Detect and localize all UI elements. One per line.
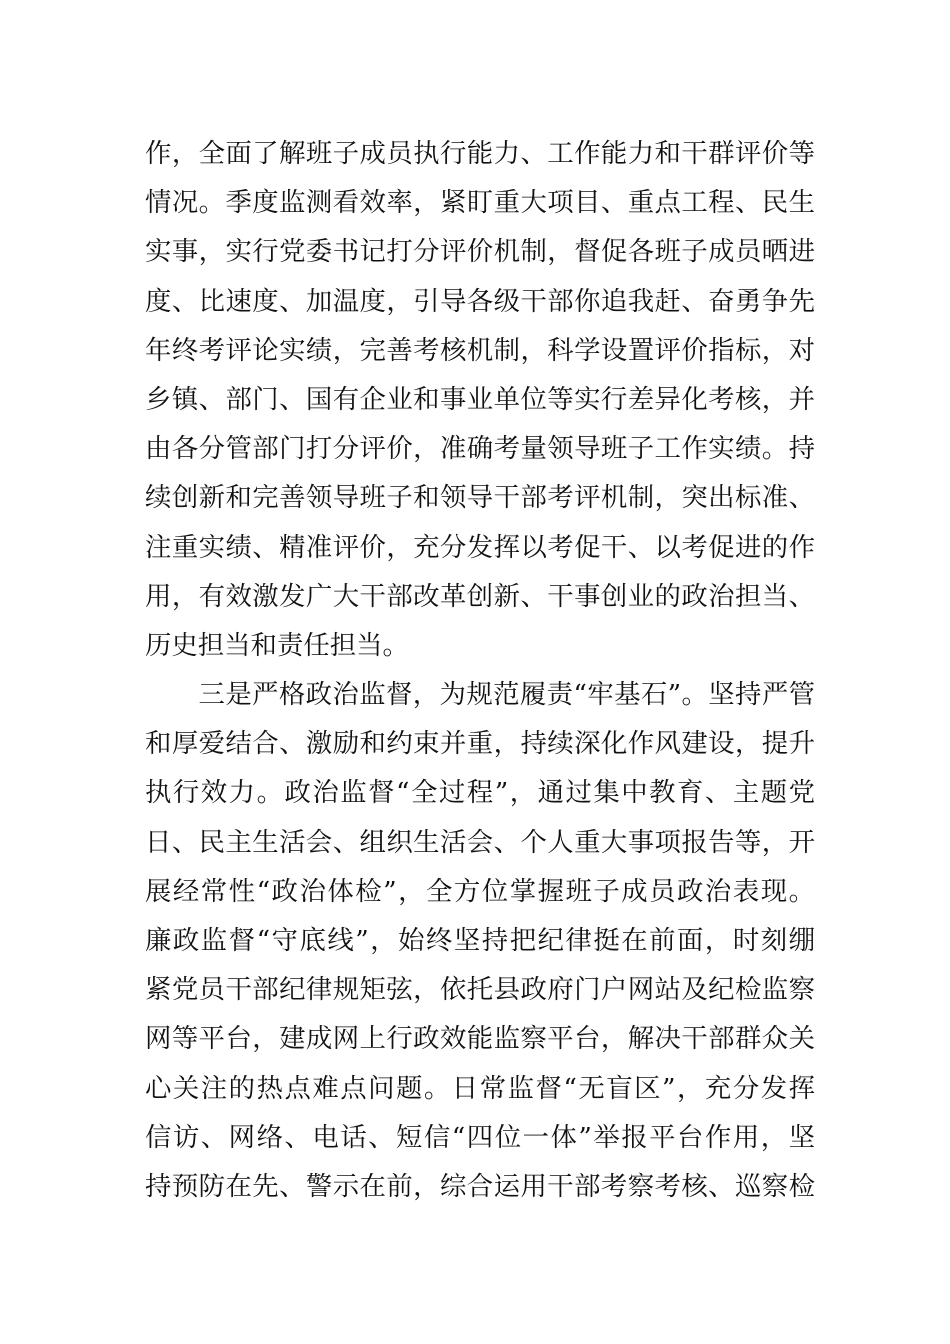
- text-line-16: 展经常性“政治体检”，全方位掌握班子成员政治表现。: [145, 875, 815, 907]
- text-line-21: 信访、网络、电话、短信“四位一体”举报平台作用，坚: [145, 1121, 815, 1153]
- text-line-11: 历史担当和责任担当。: [145, 629, 409, 661]
- text-line-1: 作，全面了解班子成员执行能力、工作能力和干群评价等: [145, 138, 815, 169]
- text-line-17: 廉政监督“守底线”，始终坚持把纪律挺在前面，时刻绷: [145, 925, 815, 956]
- text-line-13: 和厚爱结合、激励和约束并重，持续深化作风建设，提升: [145, 728, 815, 760]
- text-line-5: 年终考评论实绩，完善考核机制，科学设置评价指标，对: [145, 334, 815, 366]
- text-line-7: 由各分管部门打分评价，准确考量领导班子工作实绩。持: [145, 433, 815, 465]
- text-line-20: 心关注的热点难点问题。日常监督“无盲区”，充分发挥: [145, 1072, 815, 1104]
- text-line-8: 续创新和完善领导班子和领导干部考评机制，突出标准、: [145, 482, 815, 514]
- text-line-6: 乡镇、部门、国有企业和事业单位等实行差异化考核，并: [145, 383, 815, 415]
- text-line-14: 执行效力。政治监督“全过程”，通过集中教育、主题党: [145, 777, 815, 809]
- text-line-19: 网等平台，建成网上行政效能监察平台，解决干部群众关: [145, 1023, 815, 1055]
- text-line-18: 紧党员干部纪律规矩弦，依托县政府门户网站及纪检监察: [145, 974, 815, 1006]
- text-line-9: 注重实绩、精准评价，充分发挥以考促干、以考促进的作: [145, 531, 815, 563]
- body-text: [145, 129, 815, 1211]
- text-line-4: 度、比速度、加温度，引导各级干部你追我赶、奋勇争先: [145, 285, 815, 317]
- text-line-22: 持预防在先、警示在前，综合运用干部考察考核、巡察检: [145, 1170, 815, 1202]
- text-line-3: 实事，实行党委书记打分评价机制，督促各班子成员晒进: [145, 236, 815, 268]
- text-line-12: 三是严格政治监督，为规范履责“牢基石”。坚持严管: [145, 679, 815, 711]
- text-line-15: 日、民主生活会、组织生活会、个人重大事项报告等，开: [145, 826, 815, 858]
- text-line-10: 用，有效激发广大干部改革创新、干事创业的政治担当、: [145, 580, 815, 612]
- text-line-2: 情况。季度监测看效率，紧盯重大项目、重点工程、民生: [145, 187, 815, 219]
